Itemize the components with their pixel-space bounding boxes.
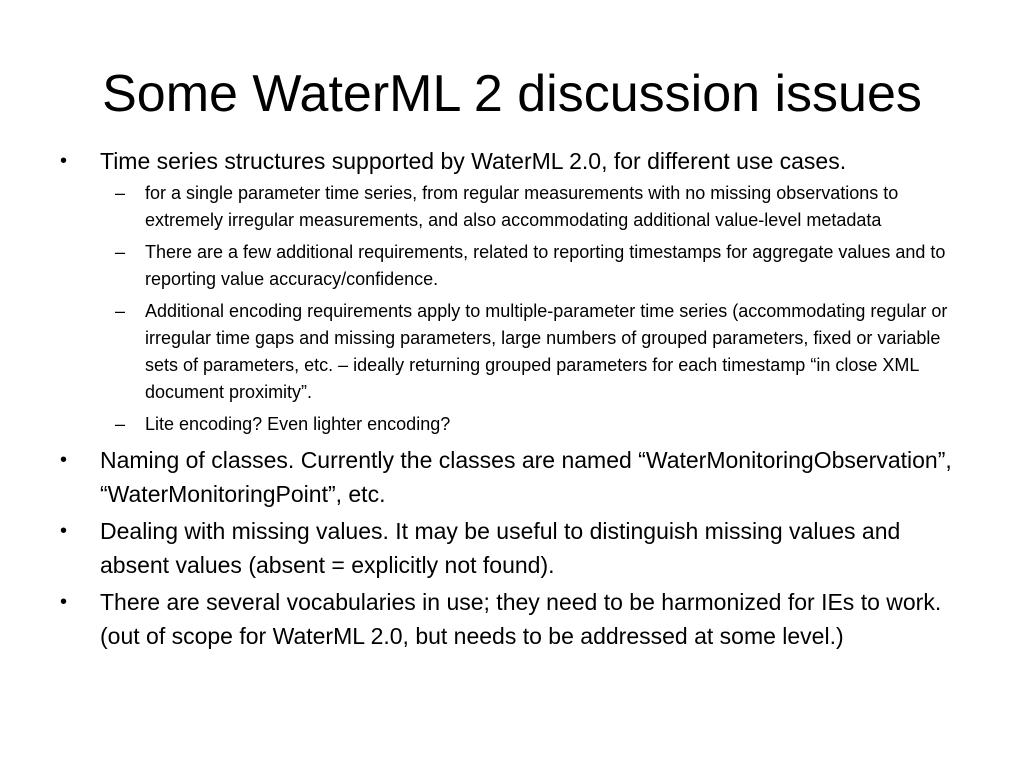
- bullet-icon: •: [60, 591, 68, 613]
- sub-bullet-list: [100, 180, 960, 438]
- sub-bullet-text: for a single parameter time series, from regular measurements with no missing observations to extremely irregular measurements, and also accommodating additional value-level metadata: [145, 183, 899, 230]
- bullet-icon: •: [60, 150, 68, 172]
- bullet-text: Time series structures supported by WaterML 2.0, for different use cases.: [100, 148, 847, 174]
- sub-bullet-text: There are a few additional requirements, related to reporting timestamps for aggregate values and to reporting value accuracy/confidence.: [145, 242, 946, 289]
- bullet-list: [60, 144, 960, 656]
- dash-icon: –: [115, 183, 126, 203]
- bullet-icon: •: [60, 520, 68, 542]
- bullet-text: There are several vocabularies in use; they need to be harmonized for IEs to work. (out of scope for WaterML 2.0, but needs to be addressed at some level.): [100, 589, 942, 649]
- slide-title: Some WaterML 2 discussion issues: [102, 65, 922, 123]
- sub-bullet-item: [100, 411, 960, 438]
- dash-icon: –: [115, 242, 126, 262]
- bullet-item: [60, 514, 960, 582]
- dash-icon: –: [115, 301, 126, 321]
- sub-bullet-text: Additional encoding requirements apply to multiple-parameter time series (accommodating regular or irregular time gaps and missing parameters, large numbers of grouped parameters, fixed or variable sets of parameters, etc. – ideally returning grouped parameters for each timestamp “in close XML document proximity”.: [145, 301, 948, 402]
- bullet-icon: •: [60, 449, 68, 471]
- sub-bullet-item: [100, 298, 960, 406]
- bullet-text: Naming of classes. Currently the classes are named “WaterMonitoringObservation”, “WaterMonitoringPoint”, etc.: [100, 447, 952, 507]
- sub-bullet-item: [100, 180, 960, 234]
- bullet-item: [60, 585, 960, 653]
- sub-bullet-text: Lite encoding? Even lighter encoding?: [145, 414, 451, 434]
- sub-bullet-item: [100, 239, 960, 293]
- bullet-item: [60, 144, 960, 438]
- bullet-item: [60, 443, 960, 511]
- dash-icon: –: [115, 414, 126, 434]
- bullet-text: Dealing with missing values. It may be useful to distinguish missing values and absent values (absent = explicitly not found).: [100, 518, 901, 578]
